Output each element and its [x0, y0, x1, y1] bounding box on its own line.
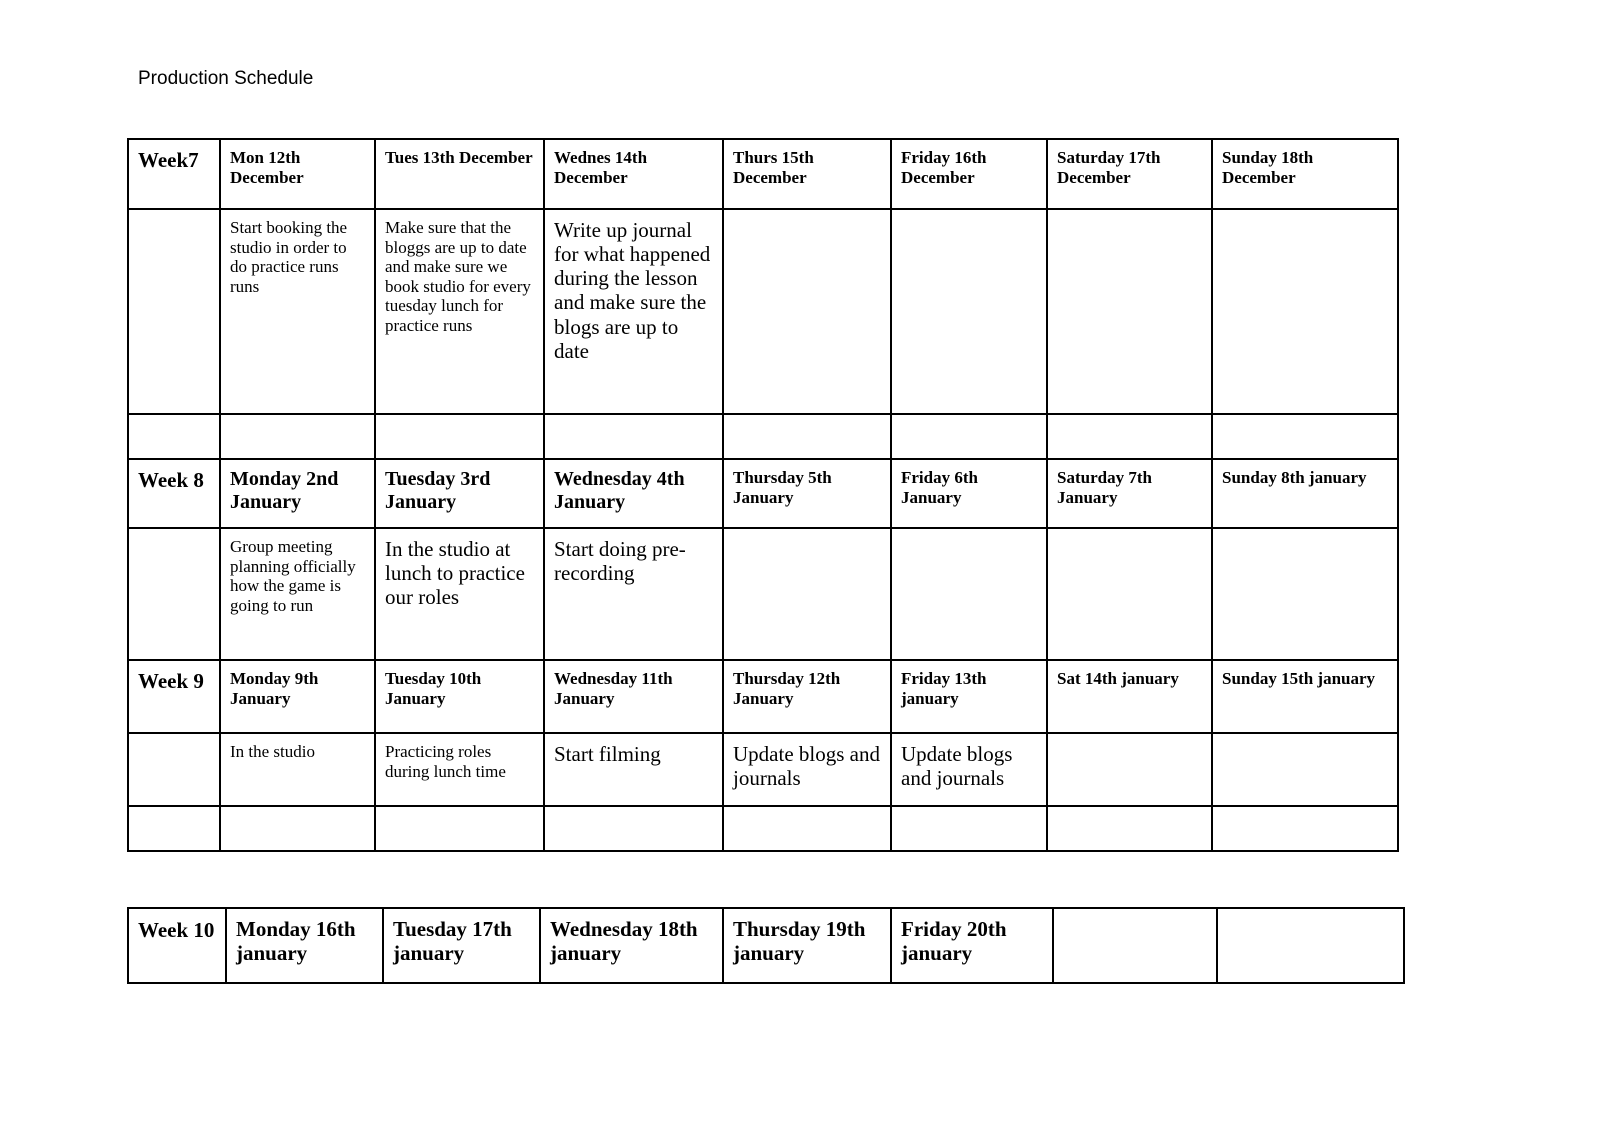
day-header: Thursday 19th january	[723, 908, 891, 983]
task-cell: Write up journal for what happened during the lesson and make sure the blogs are up to date	[544, 209, 723, 414]
empty-cell	[723, 414, 891, 459]
task-cell: Update blogs and journals	[723, 733, 891, 806]
spacer-row	[128, 414, 1398, 459]
empty-cell	[128, 209, 220, 414]
empty-cell	[1047, 414, 1212, 459]
day-header	[1217, 908, 1404, 983]
day-header: Wednesday 4th January	[544, 459, 723, 528]
empty-cell	[128, 414, 220, 459]
week-label: Week 9	[128, 660, 220, 733]
task-cell: In the studio	[220, 733, 375, 806]
day-header: Monday 9th January	[220, 660, 375, 733]
empty-cell	[891, 414, 1047, 459]
day-header: Thursday 5th January	[723, 459, 891, 528]
empty-cell	[1212, 806, 1398, 851]
day-header: Tuesday 17th january	[383, 908, 540, 983]
empty-cell	[128, 733, 220, 806]
day-header: Tuesday 10th January	[375, 660, 544, 733]
task-cell: Start doing pre-recording	[544, 528, 723, 660]
day-header: Tuesday 3rd January	[375, 459, 544, 528]
empty-cell	[220, 806, 375, 851]
week9-task-row	[128, 733, 1398, 806]
task-cell: In the studio at lunch to practice our roles	[375, 528, 544, 660]
week9-header-row	[128, 660, 1398, 733]
week-label: Week7	[128, 139, 220, 209]
document-title: Production Schedule	[138, 68, 314, 89]
task-cell: Start filming	[544, 733, 723, 806]
day-header: Monday 16th january	[226, 908, 383, 983]
task-cell	[1212, 733, 1398, 806]
empty-cell	[375, 414, 544, 459]
week8-header-row	[128, 459, 1398, 528]
empty-cell	[723, 806, 891, 851]
day-header: Tues 13th December	[375, 139, 544, 209]
task-cell	[1047, 733, 1212, 806]
day-header: Saturday 17th December	[1047, 139, 1212, 209]
task-cell: Make sure that the bloggs are up to date and make sure we book studio for every tuesday lunch for practice runs	[375, 209, 544, 414]
week7-header-row	[128, 139, 1398, 209]
task-cell: Group meeting planning officially how the game is going to run	[220, 528, 375, 660]
empty-cell	[544, 806, 723, 851]
day-header: Sunday 18th December	[1212, 139, 1398, 209]
schedule-table	[127, 138, 1399, 852]
week10-header-row	[128, 908, 1404, 983]
schedule-table-week10	[127, 907, 1405, 984]
task-cell	[1212, 528, 1398, 660]
day-header: Friday 16th December	[891, 139, 1047, 209]
empty-cell	[1047, 806, 1212, 851]
day-header: Sunday 15th january	[1212, 660, 1398, 733]
day-header: Sunday 8th january	[1212, 459, 1398, 528]
empty-cell	[1212, 414, 1398, 459]
empty-cell	[128, 806, 220, 851]
task-cell	[891, 528, 1047, 660]
week8-task-row	[128, 528, 1398, 660]
day-header: Saturday 7th January	[1047, 459, 1212, 528]
day-header: Monday 2nd January	[220, 459, 375, 528]
task-cell	[723, 528, 891, 660]
day-header: Thurs 15th December	[723, 139, 891, 209]
week-label: Week 10	[128, 908, 226, 983]
empty-cell	[891, 806, 1047, 851]
task-cell: Start booking the studio in order to do practice runs runs	[220, 209, 375, 414]
task-cell: Update blogs and journals	[891, 733, 1047, 806]
task-cell	[1212, 209, 1398, 414]
empty-cell	[220, 414, 375, 459]
day-header: Sat 14th january	[1047, 660, 1212, 733]
day-header: Mon 12th December	[220, 139, 375, 209]
week-label: Week 8	[128, 459, 220, 528]
day-header: Friday 20th january	[891, 908, 1053, 983]
day-header: Wednes 14th December	[544, 139, 723, 209]
day-header: Friday 6th January	[891, 459, 1047, 528]
task-cell: Practicing roles during lunch time	[375, 733, 544, 806]
day-header: Wednesday 18th january	[540, 908, 723, 983]
task-cell	[1047, 209, 1212, 414]
day-header: Thursday 12th January	[723, 660, 891, 733]
day-header: Wednesday 11th January	[544, 660, 723, 733]
task-cell	[723, 209, 891, 414]
week7-task-row	[128, 209, 1398, 414]
task-cell	[1047, 528, 1212, 660]
day-header: Friday 13th january	[891, 660, 1047, 733]
empty-cell	[375, 806, 544, 851]
empty-cell	[128, 528, 220, 660]
spacer-row	[128, 806, 1398, 851]
task-cell	[891, 209, 1047, 414]
empty-cell	[544, 414, 723, 459]
day-header	[1053, 908, 1217, 983]
